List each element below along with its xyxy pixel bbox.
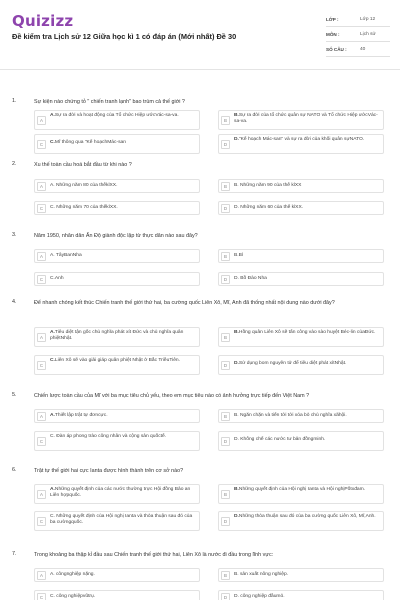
- option-letter: A: [37, 412, 46, 421]
- option-c[interactable]: [34, 355, 200, 375]
- meta-row-subject: [326, 28, 390, 42]
- option-b[interactable]: [218, 568, 384, 582]
- option-b[interactable]: [218, 110, 384, 130]
- question-text: Sự kiện nào chứng tỏ " chiến tranh lạnh" bao trùm cả thế giới ?: [34, 99, 185, 105]
- option-c[interactable]: [34, 590, 200, 600]
- option-text: C.Anh: [50, 276, 64, 281]
- option-text: B.Bỉ: [234, 253, 243, 258]
- option-a[interactable]: [34, 409, 200, 423]
- question-text: Trật tự thế giới hai cực Ianta được hình thành trên cơ sở nào?: [34, 468, 184, 474]
- option-b[interactable]: [218, 484, 384, 504]
- question-number: 4.: [12, 299, 17, 305]
- option-c[interactable]: [34, 201, 200, 215]
- question-number: 3.: [12, 232, 17, 238]
- question-number: 5.: [12, 392, 17, 398]
- option-letter: C: [37, 437, 46, 446]
- option-text: Sự ra đời và hoạt động của Tổ chức Hiệp ướcVác-sa-va.: [54, 113, 179, 118]
- option-text: Thiết lập trật tự đơncực.: [54, 413, 108, 418]
- page-title: Đề kiểm tra Lịch sử 12 Giữa học kì 1 có đáp án (Mới nhất) Đề 30: [12, 32, 237, 41]
- option-letter: A: [37, 182, 46, 191]
- question-text: Để nhanh chóng kết thúc Chiến tranh thế giới thứ hai, ba cường quốc Liên Xô, Mĩ, Anh đã thống nhất nội dung nào dưới đây?: [34, 300, 335, 306]
- option-text: "Kế hoạch Mác-san" và sự ra đời của khối quân sựNATO.: [238, 137, 365, 142]
- option-text: D. công nghiệp đầumỏ.: [234, 594, 285, 599]
- option-letter: A: [37, 333, 46, 342]
- option-letter: D: [221, 361, 230, 370]
- option-letter: D: [221, 204, 230, 213]
- option-letter: B: [221, 490, 230, 499]
- option-a[interactable]: [34, 568, 200, 582]
- meta-label: LỚP :: [326, 17, 339, 22]
- question-text: Trong khoảng ba thập kỉ đầu sau Chiến tranh thế giới thứ hai, Liên Xô là nước đi đầu trong lĩnh vực:: [34, 552, 274, 558]
- option-prefix: A.: [50, 330, 55, 335]
- option-text: C. Những năm 70 của thếkỉXX.: [50, 205, 118, 210]
- option-text: B. Ngăn chặn và tiến tới tới xóa bỏ chủ nghĩa xãhội.: [234, 413, 347, 418]
- option-d[interactable]: [218, 590, 384, 600]
- option-a[interactable]: [34, 327, 200, 347]
- option-letter: A: [37, 490, 46, 499]
- question-text: Xu thế toàn cầu hoá bắt đầu từ khi nào ?: [34, 162, 132, 168]
- question-number: 1.: [12, 98, 17, 104]
- option-letter: A: [37, 571, 46, 580]
- option-letter: B: [221, 571, 230, 580]
- meta-label: SỐ CÂU :: [326, 47, 347, 52]
- option-letter: D: [221, 437, 230, 446]
- option-text: B. Những năm 90 của thế kỉXX: [234, 183, 302, 188]
- meta-panel: [326, 13, 390, 58]
- option-text: A. Những năm 80 của thếkỉXX.: [50, 183, 118, 188]
- meta-value: Lớp 12: [360, 17, 376, 22]
- option-prefix: B.: [234, 330, 239, 335]
- option-letter: A: [37, 252, 46, 261]
- option-prefix: A.: [50, 487, 55, 492]
- option-d[interactable]: [218, 134, 384, 154]
- option-prefix: A.: [50, 413, 55, 418]
- option-text: Sử dụng bom nguyên tử để tiêu diệt phát xítNhật.: [238, 361, 347, 366]
- option-b[interactable]: [218, 409, 384, 423]
- option-letter: D: [221, 517, 230, 526]
- option-letter: D: [221, 275, 230, 284]
- option-text: Hồng quân Liên Xô sẽ tấn công vào sào huyệt Béc-lin củaĐức.: [238, 330, 376, 335]
- meta-row-class: [326, 13, 390, 27]
- option-text: Những quyết định của các nước thường trực Hội đồng Bảo an Liên hợpquốc.: [50, 487, 191, 499]
- option-prefix: C.: [50, 140, 55, 145]
- option-d[interactable]: [218, 511, 384, 531]
- meta-value: 40: [360, 47, 366, 52]
- option-letter: B: [221, 116, 230, 125]
- option-letter: C: [37, 275, 46, 284]
- option-letter: B: [221, 333, 230, 342]
- option-text: Liên Xô sẽ vào giải giáp quân phiệt Nhật ở Bắc TriềuTiên.: [54, 358, 181, 363]
- option-b[interactable]: [218, 327, 384, 347]
- option-text: C. Đàn áp phong trào công nhân và cộng sản quốctế.: [50, 434, 167, 439]
- option-d[interactable]: [218, 201, 384, 215]
- question-number: 6.: [12, 467, 17, 473]
- option-text: D. Khống chế các nước tư bản đồngminh.: [234, 437, 326, 442]
- option-b[interactable]: [218, 179, 384, 193]
- option-text: B. sản xuất nông nghiệp.: [234, 572, 289, 577]
- option-letter: A: [37, 116, 46, 125]
- option-letter: C: [37, 140, 46, 149]
- option-text: D. Những năm 60 của thế kỉXX.: [234, 205, 304, 210]
- option-c[interactable]: [34, 511, 200, 531]
- option-letter: C: [37, 204, 46, 213]
- option-b[interactable]: [218, 249, 384, 263]
- meta-label: MÔN :: [326, 32, 340, 37]
- meta-value: Lịch sử: [360, 32, 376, 37]
- option-prefix: A.: [50, 113, 55, 118]
- option-prefix: D.: [234, 514, 239, 519]
- question-text: Năm 1950, nhân dân Ấn Độ giành độc lập từ thực dân nào sau đây?: [34, 233, 198, 239]
- meta-row-count: [326, 43, 390, 57]
- question-text: Chiến lược toàn cầu của Mĩ với ba mục tiêu chủ yếu, theo em mục tiêu nào có ảnh hưởng trực tiếp đến Việt Nam ?: [34, 393, 310, 399]
- option-d[interactable]: [218, 355, 384, 375]
- option-letter: D: [221, 593, 230, 600]
- option-letter: B: [221, 252, 230, 261]
- quizizz-logo: Quizizz: [12, 12, 74, 30]
- option-text: Mĩ thông qua "Kế hoạchMác-san: [54, 140, 126, 145]
- question-number: 2.: [12, 161, 17, 167]
- option-c[interactable]: [34, 431, 200, 451]
- option-text: Sự ra đời của tổ chức quân sự NATO và Tổ chức Hiệp ướcVác-sa-va.: [234, 113, 378, 125]
- option-text: C. công nghiệpvũtrụ.: [50, 594, 96, 599]
- option-d[interactable]: [218, 272, 384, 286]
- option-letter: C: [37, 593, 46, 600]
- option-text: A. côngnghiệp nặng.: [50, 572, 95, 577]
- option-a[interactable]: [34, 110, 200, 130]
- page-header: [0, 0, 400, 70]
- option-text: C. Những quyết định của Hội nghị Ianta và thỏa thuận sau đó của ba cườngquốc.: [50, 514, 193, 526]
- option-text: D. Bồ Đào Nha: [234, 276, 267, 281]
- option-d[interactable]: [218, 431, 384, 451]
- option-prefix: D.: [234, 361, 239, 366]
- option-text: Những quyết định của Hội nghị Ianta và Hội nghịPốtxđam.: [238, 487, 366, 492]
- option-a[interactable]: [34, 249, 200, 263]
- option-text: Những thỏa thuận sau đó của ba cường quốc Liên Xô, Mĩ,Anh.: [238, 514, 376, 519]
- option-text: A. TâyBanNha: [50, 253, 82, 258]
- option-prefix: B.: [234, 113, 239, 118]
- option-letter: D: [221, 140, 230, 149]
- option-prefix: C.: [50, 358, 55, 363]
- option-letter: B: [221, 412, 230, 421]
- option-letter: B: [221, 182, 230, 191]
- option-prefix: B.: [234, 487, 239, 492]
- option-c[interactable]: [34, 134, 200, 154]
- option-prefix: D.: [234, 137, 239, 142]
- option-a[interactable]: [34, 484, 200, 504]
- option-letter: C: [37, 517, 46, 526]
- option-a[interactable]: [34, 179, 200, 193]
- question-number: 7.: [12, 551, 17, 557]
- option-c[interactable]: [34, 272, 200, 286]
- option-text: Tiêu diệt tận gốc chủ nghĩa phát xít Đức và chủ nghĩa quân phiệtNhật.: [50, 330, 184, 342]
- option-letter: C: [37, 361, 46, 370]
